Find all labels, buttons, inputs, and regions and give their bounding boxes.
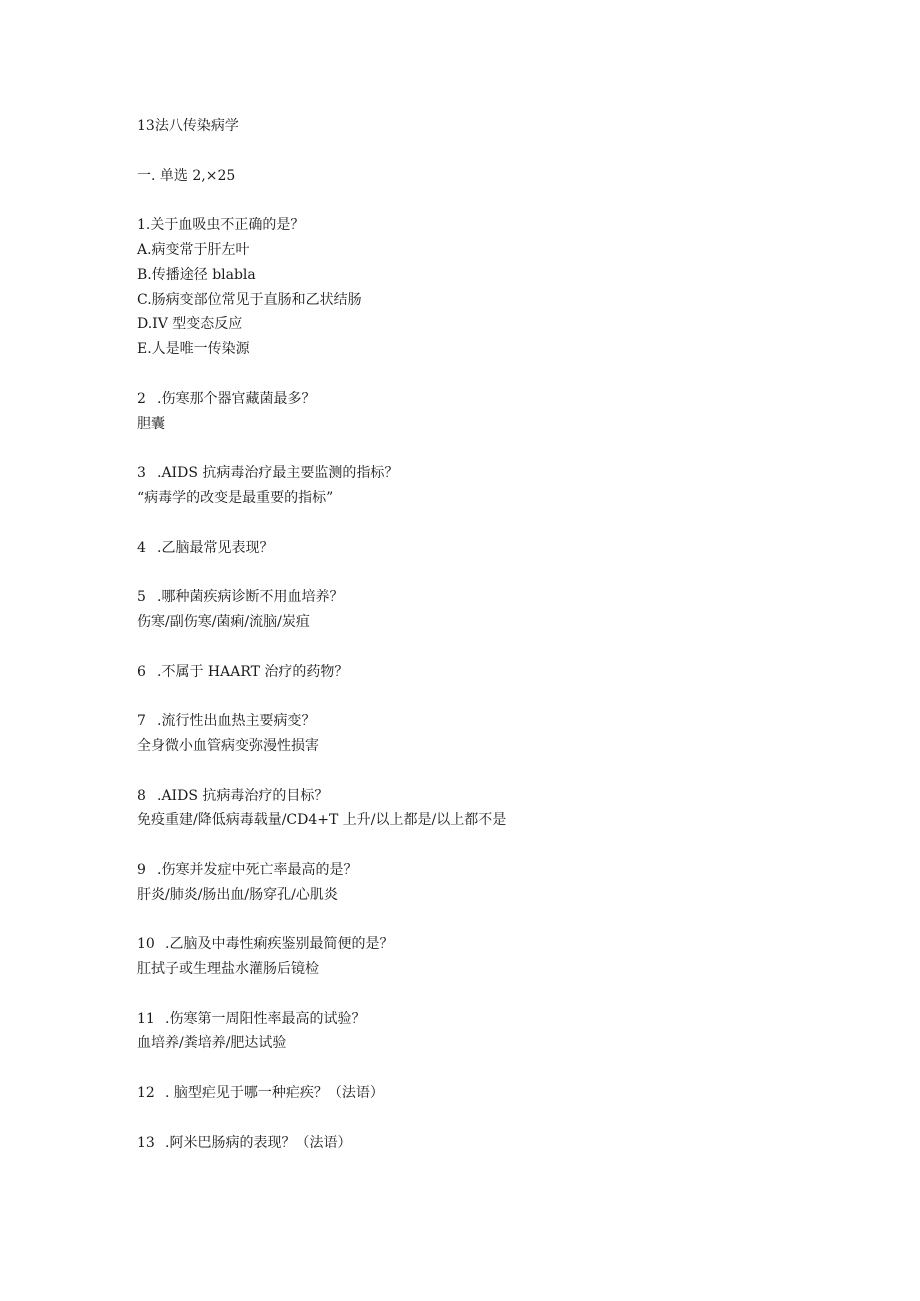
question-line	[137, 932, 837, 957]
document-title: 13法八传染病学	[137, 118, 239, 134]
question-text: .AIDS 抗病毒治疗的目标？	[157, 787, 329, 804]
answer-text: 血培养/粪培养/肥达试验	[137, 1035, 287, 1052]
question-number: 3	[137, 465, 146, 482]
answer-text: 肝炎/肺炎/肠出血/肠穿孔/心肌炎	[137, 886, 338, 903]
question-3	[137, 461, 837, 511]
question-text: .伤寒并发症中死亡率最高的是？	[157, 861, 358, 878]
question-line	[137, 660, 837, 685]
question-line	[137, 709, 837, 734]
question-10	[137, 932, 837, 982]
question-line	[137, 1131, 837, 1156]
option-b: B.传播途径 blabla	[137, 266, 256, 283]
question-text: .AIDS 抗病毒治疗最主要监测的指标？	[157, 465, 399, 482]
option-e: E.人是唯一传染源	[137, 341, 250, 358]
question-2	[137, 387, 837, 437]
question-text: 1.关于血吸虫不正确的是？	[137, 217, 305, 234]
option-a: A.病变常于肝左叶	[137, 241, 250, 258]
question-number: 13	[137, 1134, 155, 1151]
question-7	[137, 709, 837, 759]
question-11	[137, 1007, 837, 1057]
question-number: 12	[137, 1085, 155, 1102]
question-line	[137, 536, 837, 561]
question-line	[137, 858, 837, 883]
question-number: 11	[137, 1010, 155, 1027]
option-c: C.肠病变部位常见于直肠和乙状结肠	[137, 291, 362, 308]
question-9	[137, 858, 837, 908]
answer-text: 伤寒/副伤寒/菌痢/流脑/炭疽	[137, 613, 310, 630]
question-text: .乙脑最常见表现？	[157, 539, 274, 556]
question-1	[137, 213, 837, 362]
question-number: 4	[137, 539, 146, 556]
question-text: .流行性出血热主要病变？	[157, 713, 316, 730]
answer-text: 胆囊	[137, 415, 165, 432]
question-number: 2	[137, 390, 146, 407]
question-number: 8	[137, 787, 146, 804]
question-6	[137, 660, 837, 685]
question-text: .阿米巴肠病的表现？（法语）	[165, 1134, 352, 1151]
question-text: .伤寒那个器官藏菌最多？	[157, 390, 316, 407]
question-number: 6	[137, 663, 146, 680]
question-text: .不属于 HAART 治疗的药物？	[157, 663, 349, 680]
section-heading: 一. 单选 2,×25	[137, 167, 236, 184]
question-number: 10	[137, 936, 155, 953]
question-number: 7	[137, 713, 146, 730]
answer-text: “病毒学的改变是最重要的指标”	[137, 489, 334, 506]
question-text: .伤寒第一周阳性率最高的试验？	[165, 1010, 366, 1027]
question-4	[137, 536, 837, 561]
answer-text: 免疫重建/降低病毒载量/CD4+T 上升/以上都是/以上都不是	[137, 812, 507, 829]
question-line	[137, 387, 837, 412]
question-list	[137, 387, 837, 1156]
question-12	[137, 1081, 837, 1106]
question-13	[137, 1131, 837, 1156]
question-line	[137, 585, 837, 610]
question-5	[137, 585, 837, 635]
question-text: .哪种菌疾病诊断不用血培养？	[157, 589, 344, 606]
question-number: 5	[137, 589, 146, 606]
question-line	[137, 461, 837, 486]
question-text: .乙脑及中毒性痢疾鉴别最简便的是？	[165, 936, 394, 953]
question-line	[137, 1081, 837, 1106]
question-text: . 脑型疟见于哪一种疟疾？（法语）	[165, 1085, 384, 1102]
document-page	[137, 114, 837, 1155]
answer-text: 全身微小血管病变弥漫性损害	[137, 737, 319, 754]
question-number: 9	[137, 861, 146, 878]
question-line	[137, 1007, 837, 1032]
question-8	[137, 784, 837, 834]
option-d: D.IV 型变态反应	[137, 316, 243, 333]
answer-text: 肛拭子或生理盐水灌肠后镜检	[137, 961, 319, 978]
question-line	[137, 784, 837, 809]
